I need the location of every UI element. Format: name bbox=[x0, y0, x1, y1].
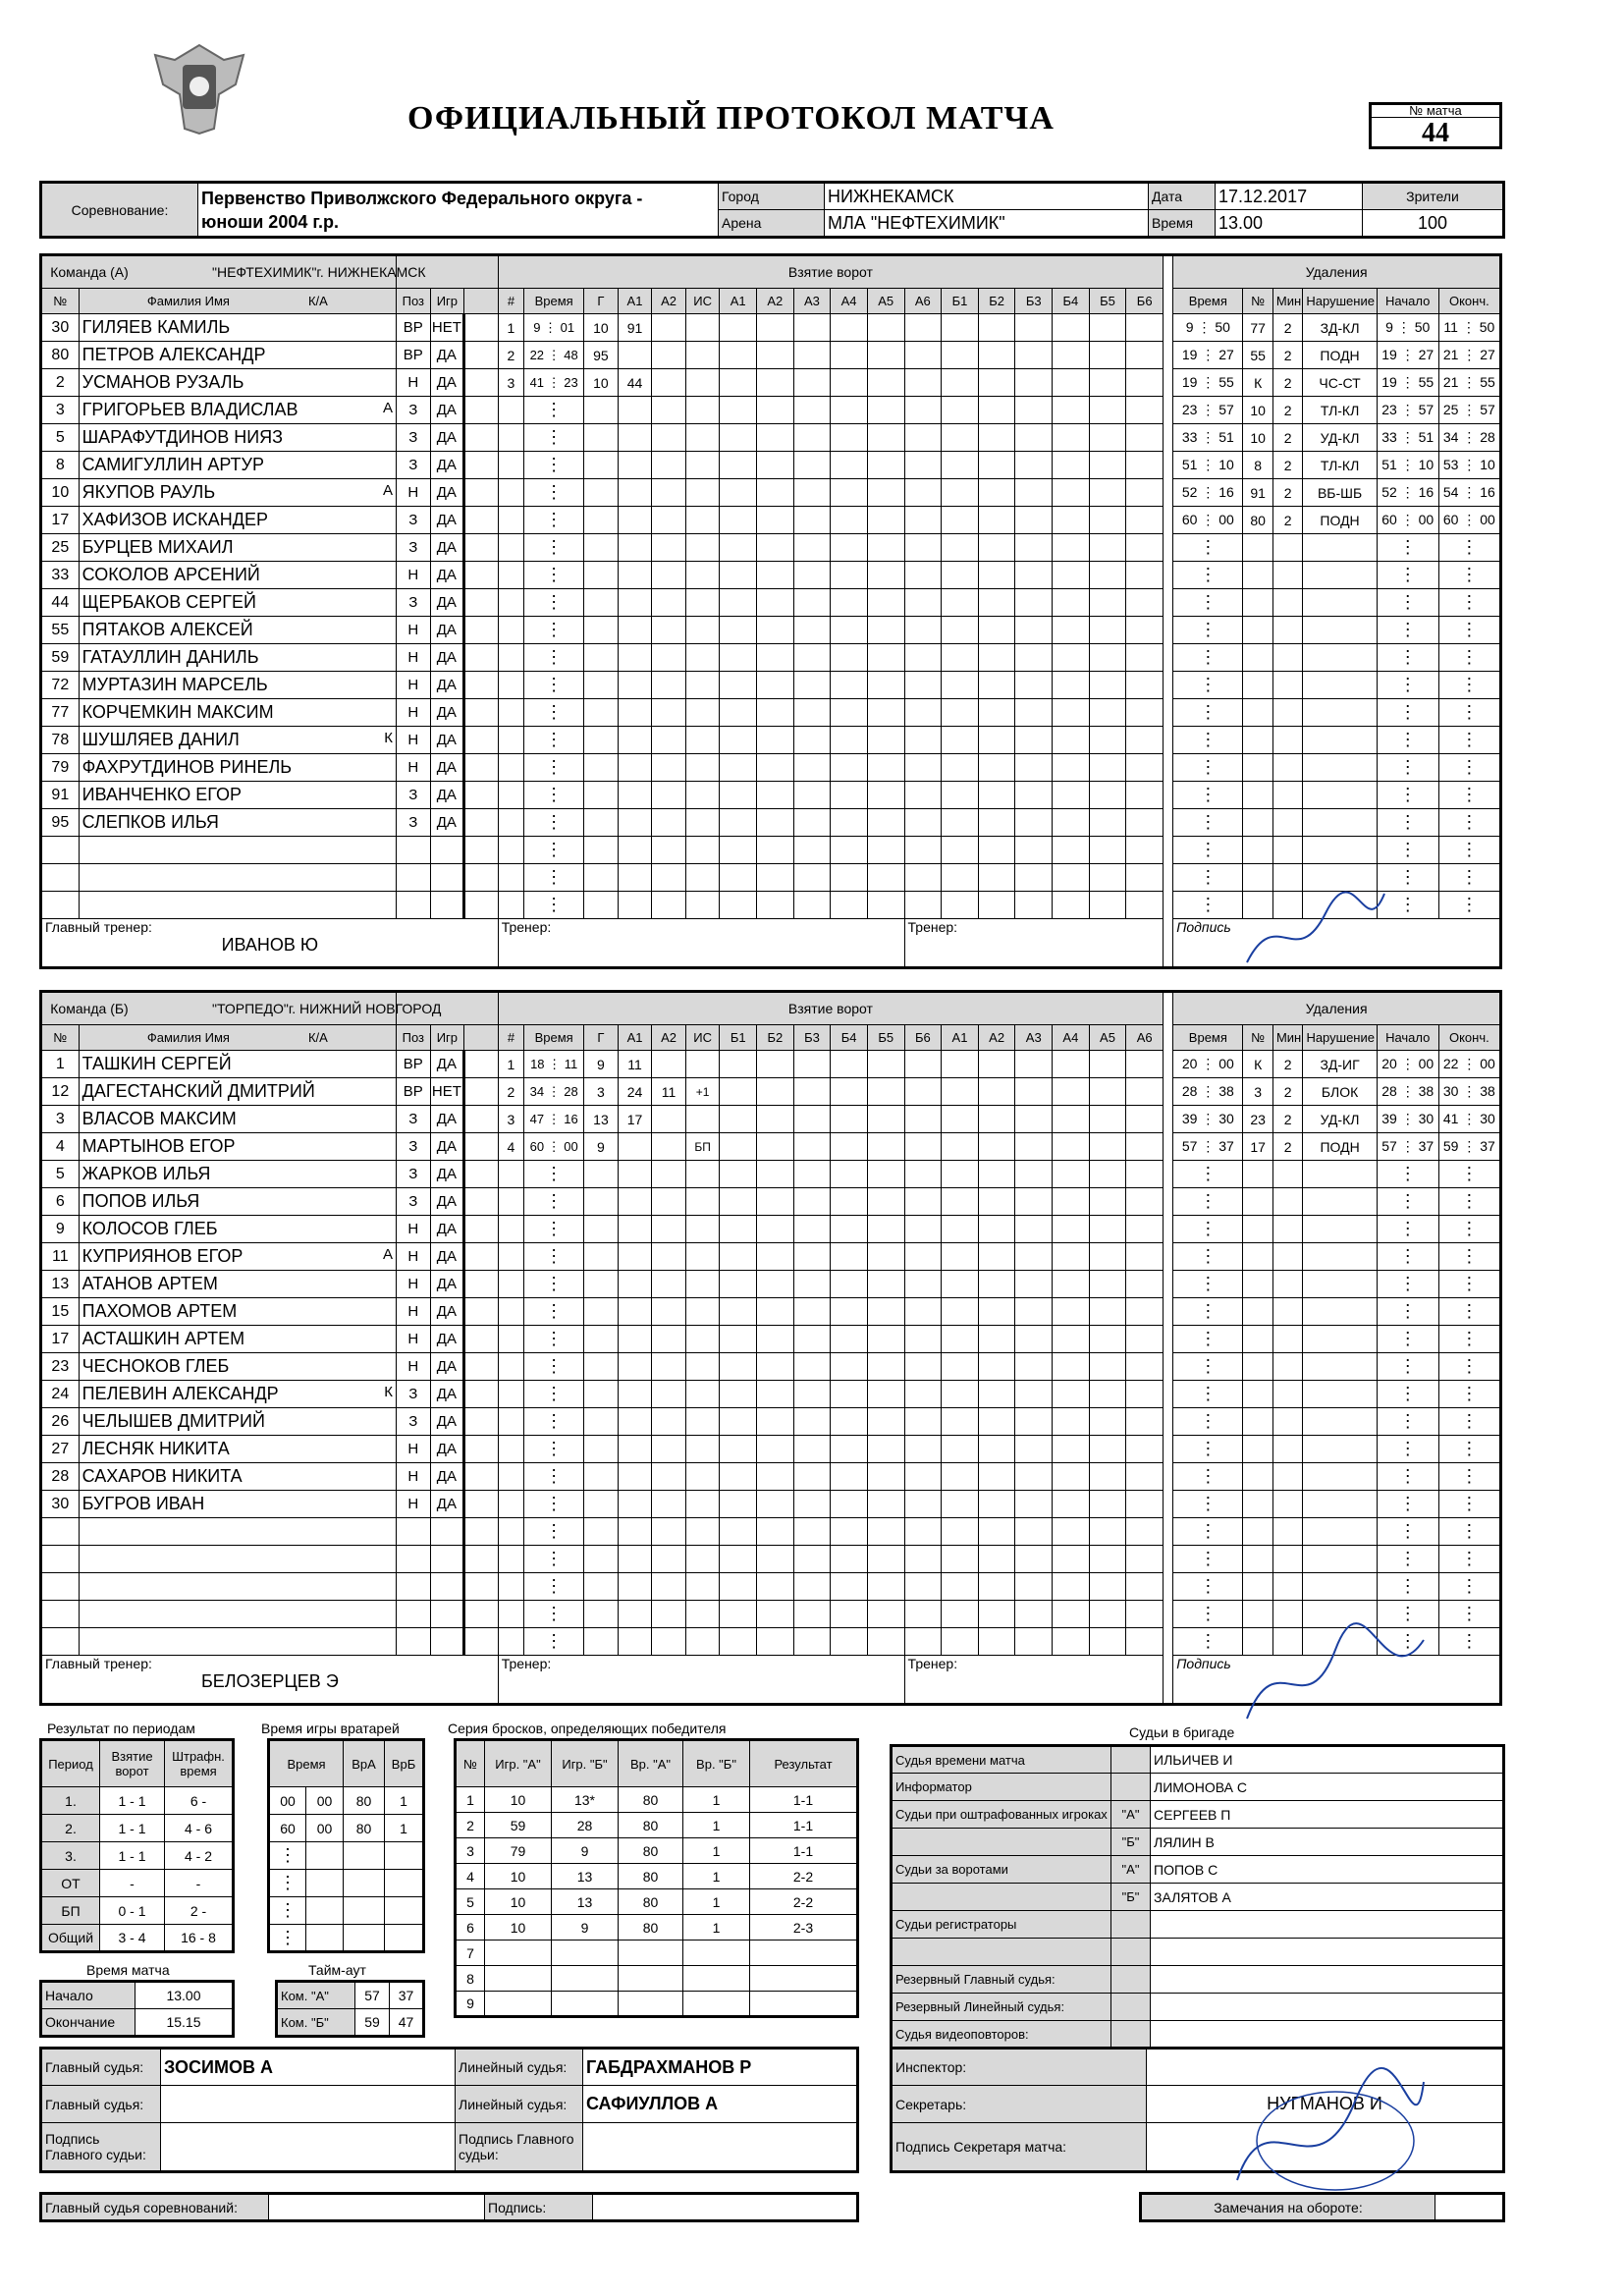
teamB-coach: БЕЛОЗЕРЦЕВ Э bbox=[200, 1671, 339, 1691]
teamB-row: ⋮ ⋮ ⋮ ⋮ bbox=[41, 1601, 1501, 1628]
teamB-row: 30 БУГРОВ ИВАН Н ДА ⋮ ⋮ ⋮ ⋮ bbox=[41, 1491, 1501, 1518]
periods-title: Результат по периодам bbox=[47, 1721, 195, 1736]
page-title: ОФИЦИАЛЬНЫЙ ПРОТОКОЛ МАТЧА bbox=[407, 100, 1055, 137]
signature bbox=[1218, 2062, 1434, 2200]
teamA-row: 33 СОКОЛОВ АРСЕНИЙ Н ДА ⋮ ⋮ ⋮ ⋮ bbox=[41, 562, 1501, 589]
spectators-label: Зрители bbox=[1363, 183, 1504, 210]
teamA-row: 78 ШУШЛЯЕВ ДАНИЛ К Н ДА ⋮ ⋮ ⋮ ⋮ bbox=[41, 727, 1501, 754]
teamB-label: Команда (Б) bbox=[50, 1001, 129, 1016]
teamB-pens-title: Удаления bbox=[1173, 992, 1501, 1025]
arena-label: Арена bbox=[719, 210, 825, 238]
teamB-row: 12 ДАГЕСТАНСКИЙ ДМИТРИЙ ВР НЕТ 2 34 ⋮ 28 3 24 11 +1 28 ⋮ 38 3 2 БЛОК 28 ⋮ 38 30 ⋮ 38 bbox=[41, 1078, 1501, 1106]
match-number-box bbox=[1369, 102, 1502, 149]
teamA-row: 44 ЩЕРБАКОВ СЕРГЕЙ З ДА ⋮ ⋮ ⋮ ⋮ bbox=[41, 589, 1501, 617]
competition: Первенство Приволжского Федерального округа - юноши 2004 г.р. bbox=[198, 183, 719, 238]
teamA-sign-label: Подпись bbox=[1173, 919, 1501, 968]
notes-table: Замечания на обороте: bbox=[1139, 2192, 1505, 2222]
secretary-table: Инспектор: Секретарь: НУГМАНОВ И Подпись Секретаря матча: bbox=[890, 2047, 1505, 2173]
teamB-row: 1 ТАШКИН СЕРГЕЙ ВР ДА 1 18 ⋮ 11 9 11 20 ⋮ 00 К 2 ЗД-ИГ 20 ⋮ 00 22 ⋮ 00 bbox=[41, 1051, 1501, 1078]
teamA-row: 80 ПЕТРОВ АЛЕКСАНДР ВР ДА 2 22 ⋮ 48 95 19 ⋮ 27 55 2 ПОДН 19 ⋮ 27 21 ⋮ 27 bbox=[41, 342, 1501, 369]
timeout-table: Ком. "А" 57 37 Ком. "Б" 59 47 bbox=[275, 1980, 425, 2038]
teamA-row: 77 КОРЧЕМКИН МАКСИМ Н ДА ⋮ ⋮ ⋮ ⋮ bbox=[41, 699, 1501, 727]
teamB-name: "ТОРПЕДО"г. НИЖНИЙ НОВГОРОД bbox=[212, 1001, 442, 1016]
teamA-row: 91 ИВАНЧЕНКО ЕГОР З ДА ⋮ ⋮ ⋮ ⋮ bbox=[41, 782, 1501, 809]
teamB-row: 4 МАРТЫНОВ ЕГОР З ДА 4 60 ⋮ 00 9 БП 57 ⋮ 37 17 2 ПОДН 57 ⋮ 37 59 ⋮ 37 bbox=[41, 1133, 1501, 1161]
teamB-row: 23 ЧЕСНОКОВ ГЛЕБ Н ДА ⋮ ⋮ ⋮ ⋮ bbox=[41, 1353, 1501, 1381]
gk-title: Время игры вратарей bbox=[261, 1721, 400, 1736]
teamA-row: 2 УСМАНОВ РУЗАЛЬ Н ДА 3 41 ⋮ 23 10 44 19 ⋮ 55 К 2 ЧС-СТ 19 ⋮ 55 21 ⋮ 55 bbox=[41, 369, 1501, 397]
timeout-title: Тайм-аут bbox=[308, 1962, 366, 1978]
arena: МЛА "НЕФТЕХИМИК" bbox=[825, 210, 1149, 238]
matchtime-table: Начало 13.00 Окончание 15.15 bbox=[39, 1980, 235, 2038]
teamB-row: 11 КУПРИЯНОВ ЕГОР А Н ДА ⋮ ⋮ ⋮ ⋮ bbox=[41, 1243, 1501, 1271]
officials-table: Судья времени матча ИЛЬИЧЕВ И Информатор ЛИМОНОВА С Судьи при оштрафованных игроках "А" СЕРГЕЕВ П "Б" ЛЯЛИН В Судьи за воротами "А" ПОПОВ С "Б" ЗАЛЯТОВ А Судьи регистраторы Резервный Главный судья: Резервный Линейный судья: Судья видеоповторов: bbox=[890, 1744, 1505, 2050]
teamB-row: 3 ВЛАСОВ МАКСИМ З ДА 3 47 ⋮ 16 13 17 39 ⋮ 30 23 2 УД-КЛ 39 ⋮ 30 41 ⋮ 30 bbox=[41, 1106, 1501, 1133]
teamA-row: 25 БУРЦЕВ МИХАИЛ З ДА ⋮ ⋮ ⋮ ⋮ bbox=[41, 534, 1501, 562]
teamA-row: 30 ГИЛЯЕВ КАМИЛЬ ВР НЕТ 1 9 ⋮ 01 10 91 9 ⋮ 50 77 2 ЗД-КЛ 9 ⋮ 50 11 ⋮ 50 bbox=[41, 314, 1501, 342]
teamB-table: Команда (Б) "ТОРПЕДО"г. НИЖНИЙ НОВГОРОД Взятие ворот Удаления № Фамилия Имя К/А Поз Игр # Время Г А1 А2 ИС Б1 Б2 Б3 Б4 Б5 Б6 А1 А2 А3 А4 А5 А6 Время № Мин Нарушение Начало Оконч. 1 ТАШКИН СЕРГЕЙ ВР ДА 1 18 ⋮ 11 9 11 20 ⋮ 00 К 2 ЗД-ИГ 20 ⋮ 00 22 ⋮ 00 12 ДАГЕСТАНСКИЙ ДМИТРИЙ ВР НЕТ 2 34 ⋮ 28 3 24 11 +1 28 ⋮ 38 3 2 БЛОК 28 ⋮ 38 30 ⋮ 38 3 ВЛАСОВ МАКСИМ З ДА 3 47 ⋮ 16 13 17 39 ⋮ 30 23 2 УД-КЛ 39 ⋮ 30 41 ⋮ 30 4 МАРТЫНОВ ЕГОР З ДА 4 60 ⋮ 00 9 БП 57 ⋮ 37 17 2 ПОДН 57 ⋮ 37 59 ⋮ 37 5 ЖАРКОВ ИЛЬЯ З ДА ⋮ ⋮ ⋮ ⋮ 6 ПОПОВ ИЛЬЯ З ДА ⋮ ⋮ ⋮ ⋮ 9 КОЛОСОВ ГЛЕБ Н ДА ⋮ ⋮ ⋮ ⋮ 11 КУПРИЯНОВ ЕГОР А Н ДА ⋮ ⋮ ⋮ ⋮ 13 АТАНОВ АРТЕМ Н ДА ⋮ ⋮ ⋮ ⋮ 15 ПАХОМОВ АРТЕМ Н ДА ⋮ ⋮ ⋮ ⋮ 17 АСТАШКИН АРТЕМ Н ДА ⋮ ⋮ ⋮ ⋮ 23 ЧЕСНОКОВ ГЛЕБ Н ДА ⋮ ⋮ ⋮ ⋮ 24 ПЕЛЕВИН АЛЕКСАНДР К З ДА ⋮ ⋮ ⋮ ⋮ 26 ЧЕЛЫШЕВ ДМИТРИЙ З ДА ⋮ ⋮ ⋮ ⋮ 27 ЛЕСНЯК НИКИТА Н ДА ⋮ ⋮ ⋮ ⋮ 28 САХАРОВ НИКИТА Н ДА ⋮ ⋮ ⋮ ⋮ 30 БУГРОВ ИВАН Н ДА ⋮ ⋮ ⋮ ⋮ ⋮ ⋮ ⋮ ⋮ ⋮ ⋮ ⋮ ⋮ ⋮ ⋮ ⋮ ⋮ ⋮ ⋮ ⋮ ⋮ ⋮ ⋮ ⋮ ⋮ Главный тренер: БЕЛОЗЕРЦЕВ Э Тренер: Тренер: Подпись bbox=[39, 990, 1502, 1706]
gk-table: Время ВрА ВрБ 00 00 80 1 60 00 80 1 ⋮ ⋮ ⋮ ⋮ bbox=[267, 1738, 425, 1953]
match-number: 44 bbox=[1422, 118, 1449, 148]
shootout-title: Серия бросков, определяющих победителя bbox=[448, 1721, 727, 1736]
officials-title: Судьи в бригаде bbox=[1129, 1724, 1235, 1740]
teamA-row: 5 ШАРАФУТДИНОВ НИЯЗ З ДА ⋮ 33 ⋮ 51 10 2 УД-КЛ 33 ⋮ 51 34 ⋮ 28 bbox=[41, 424, 1501, 452]
teamA-row: ⋮ ⋮ ⋮ ⋮ bbox=[41, 864, 1501, 892]
competition-label: Соревнование: bbox=[41, 183, 198, 238]
matchtime-title: Время матча bbox=[86, 1962, 170, 1978]
spectators: 100 bbox=[1363, 210, 1504, 238]
teamA-label: Команда (А) bbox=[50, 264, 129, 280]
teamA-coach-label: Главный тренер: bbox=[45, 919, 152, 935]
match-number-label: № матча bbox=[1372, 105, 1499, 118]
teamB-row: 5 ЖАРКОВ ИЛЬЯ З ДА ⋮ ⋮ ⋮ ⋮ bbox=[41, 1161, 1501, 1188]
info-table bbox=[39, 181, 1505, 239]
teamB-row: ⋮ ⋮ ⋮ ⋮ bbox=[41, 1546, 1501, 1573]
teamA-row: 8 САМИГУЛЛИН АРТУР З ДА ⋮ 51 ⋮ 10 8 2 ТЛ-КЛ 51 ⋮ 10 53 ⋮ 10 bbox=[41, 452, 1501, 479]
teamA-row: 95 СЛЕПКОВ ИЛЬЯ З ДА ⋮ ⋮ ⋮ ⋮ bbox=[41, 809, 1501, 837]
time: 13.00 bbox=[1216, 210, 1363, 238]
date-label: Дата bbox=[1149, 183, 1216, 210]
teamA-name: "НЕФТЕХИМИК"г. НИЖНЕКАМСК bbox=[212, 264, 426, 280]
teamA-row: 3 ГРИГОРЬЕВ ВЛАДИСЛАВ А З ДА ⋮ 23 ⋮ 57 10 2 ТЛ-КЛ 23 ⋮ 57 25 ⋮ 57 bbox=[41, 397, 1501, 424]
teamB-row: 26 ЧЕЛЫШЕВ ДМИТРИЙ З ДА ⋮ ⋮ ⋮ ⋮ bbox=[41, 1408, 1501, 1436]
periods-table: Период Взятие ворот Штрафн. время 1. 1 - 1 6 - 2. 1 - 1 4 - 6 3. 1 - 1 4 - 2 ОТ - - БП 0 - 1 2 - Общий 3 - 4 16 - 8 bbox=[39, 1738, 235, 1953]
signature bbox=[1237, 884, 1394, 982]
teamB-row: 9 КОЛОСОВ ГЛЕБ Н ДА ⋮ ⋮ ⋮ ⋮ bbox=[41, 1216, 1501, 1243]
teamB-sign-label: Подпись bbox=[1173, 1656, 1501, 1705]
teamA-table: Команда (А) "НЕФТЕХИМИК"г. НИЖНЕКАМСК Взятие ворот Удаления № Фамилия Имя К/А Поз Игр # Время Г А1 А2 ИС А1 А2 А3 А4 А5 А6 Б1 Б2 Б3 Б4 Б5 Б6 Время № Мин Нарушение Начало Оконч. 30 ГИЛЯЕВ КАМИЛЬ ВР НЕТ 1 9 ⋮ 01 10 91 9 ⋮ 50 77 2 ЗД-КЛ 9 ⋮ 50 11 ⋮ 50 80 ПЕТРОВ АЛЕКСАНДР ВР ДА 2 22 ⋮ 48 95 19 ⋮ 27 55 2 ПОДН 19 ⋮ 27 21 ⋮ 27 2 УСМАНОВ РУЗАЛЬ Н ДА 3 41 ⋮ 23 10 44 19 ⋮ 55 К 2 ЧС-СТ 19 ⋮ 55 21 ⋮ 55 3 ГРИГОРЬЕВ ВЛАДИСЛАВ А З ДА ⋮ 23 ⋮ 57 10 2 ТЛ-КЛ 23 ⋮ 57 25 ⋮ 57 5 ШАРАФУТДИНОВ НИЯЗ З ДА ⋮ 33 ⋮ 51 10 2 УД-КЛ 33 ⋮ 51 34 ⋮ 28 8 САМИГУЛЛИН АРТУР З ДА ⋮ 51 ⋮ 10 8 2 ТЛ-КЛ 51 ⋮ 10 53 ⋮ 10 10 ЯКУПОВ РАУЛЬ А Н ДА ⋮ 52 ⋮ 16 91 2 ВБ-ШБ 52 ⋮ 16 54 ⋮ 16 17 ХАФИЗОВ ИСКАНДЕР З ДА ⋮ 60 ⋮ 00 80 2 ПОДН 60 ⋮ 00 60 ⋮ 00 25 БУРЦЕВ МИХАИЛ З ДА ⋮ ⋮ ⋮ ⋮ 33 СОКОЛОВ АРСЕНИЙ Н ДА ⋮ ⋮ ⋮ ⋮ 44 ЩЕРБАКОВ СЕРГЕЙ З ДА ⋮ ⋮ ⋮ ⋮ 55 ПЯТАКОВ АЛЕКСЕЙ Н ДА ⋮ ⋮ ⋮ ⋮ 59 ГАТАУЛЛИН ДАНИЛЬ Н ДА ⋮ ⋮ ⋮ ⋮ 72 МУРТАЗИН МАРСЕЛЬ Н ДА ⋮ ⋮ ⋮ ⋮ 77 КОРЧЕМКИН МАКСИМ Н ДА ⋮ ⋮ ⋮ ⋮ 78 ШУШЛЯЕВ ДАНИЛ К Н ДА ⋮ ⋮ ⋮ ⋮ 79 ФАХРУТДИНОВ РИНЕЛЬ Н ДА ⋮ ⋮ ⋮ ⋮ 91 ИВАНЧЕНКО ЕГОР З ДА ⋮ ⋮ ⋮ ⋮ 95 СЛЕПКОВ ИЛЬЯ З ДА ⋮ ⋮ ⋮ ⋮ ⋮ ⋮ ⋮ ⋮ ⋮ ⋮ ⋮ ⋮ ⋮ ⋮ ⋮ ⋮ Главный тренер: ИВАНОВ Ю Тренер: Тренер: Подпись bbox=[39, 253, 1502, 969]
teamA-trainer-label: Тренер: bbox=[498, 919, 904, 968]
teamB-row: ⋮ ⋮ ⋮ ⋮ bbox=[41, 1628, 1501, 1656]
teamA-goals-title: Взятие ворот bbox=[498, 255, 1163, 289]
teamA-row: 17 ХАФИЗОВ ИСКАНДЕР З ДА ⋮ 60 ⋮ 00 80 2 ПОДН 60 ⋮ 00 60 ⋮ 00 bbox=[41, 507, 1501, 534]
teamA-coach: ИВАНОВ Ю bbox=[221, 935, 319, 955]
teamA-row: 79 ФАХРУТДИНОВ РИНЕЛЬ Н ДА ⋮ ⋮ ⋮ ⋮ bbox=[41, 754, 1501, 782]
shootout-table: № Игр. "А" Игр. "Б" Вр. "А" Вр. "Б" Результат 1 10 13* 80 1 1-1 2 59 28 80 1 1-1 3 79 9 80 1 1-1 4 10 13 80 1 2-2 5 10 13 80 1 2-2 6 10 9 80 1 2-3 7 8 9 bbox=[454, 1738, 859, 2018]
city-label: Город bbox=[719, 183, 825, 210]
signature bbox=[1237, 1620, 1434, 1738]
teamA-row: 10 ЯКУПОВ РАУЛЬ А Н ДА ⋮ 52 ⋮ 16 91 2 ВБ-ШБ 52 ⋮ 16 54 ⋮ 16 bbox=[41, 479, 1501, 507]
teamB-row: ⋮ ⋮ ⋮ ⋮ bbox=[41, 1573, 1501, 1601]
teamA-row: 59 ГАТАУЛЛИН ДАНИЛЬ Н ДА ⋮ ⋮ ⋮ ⋮ bbox=[41, 644, 1501, 672]
comp-ref-table: Главный судья соревнований: Подпись: bbox=[39, 2192, 859, 2222]
teamB-row: 15 ПАХОМОВ АРТЕМ Н ДА ⋮ ⋮ ⋮ ⋮ bbox=[41, 1298, 1501, 1326]
teamA-row: ⋮ ⋮ ⋮ ⋮ bbox=[41, 892, 1501, 919]
date: 17.12.2017 bbox=[1216, 183, 1363, 210]
teamB-row: 6 ПОПОВ ИЛЬЯ З ДА ⋮ ⋮ ⋮ ⋮ bbox=[41, 1188, 1501, 1216]
teamB-goals-title: Взятие ворот bbox=[498, 992, 1163, 1025]
teamB-row: 17 АСТАШКИН АРТЕМ Н ДА ⋮ ⋮ ⋮ ⋮ bbox=[41, 1326, 1501, 1353]
teamA-row: ⋮ ⋮ ⋮ ⋮ bbox=[41, 837, 1501, 864]
logo bbox=[145, 35, 253, 143]
teamB-row: ⋮ ⋮ ⋮ ⋮ bbox=[41, 1518, 1501, 1546]
teamB-row: 13 АТАНОВ АРТЕМ Н ДА ⋮ ⋮ ⋮ ⋮ bbox=[41, 1271, 1501, 1298]
teamB-row: 27 ЛЕСНЯК НИКИТА Н ДА ⋮ ⋮ ⋮ ⋮ bbox=[41, 1436, 1501, 1463]
teamA-row: 55 ПЯТАКОВ АЛЕКСЕЙ Н ДА ⋮ ⋮ ⋮ ⋮ bbox=[41, 617, 1501, 644]
teamB-trainer-label: Тренер: bbox=[498, 1656, 904, 1705]
teamB-row: 24 ПЕЛЕВИН АЛЕКСАНДР К З ДА ⋮ ⋮ ⋮ ⋮ bbox=[41, 1381, 1501, 1408]
time-label: Время bbox=[1149, 210, 1216, 238]
city: НИЖНЕКАМСК bbox=[825, 183, 1149, 210]
referees-table: Главный судья: ЗОСИМОВ А Линейный судья: ГАБДРАХМАНОВ Р Главный судья: Линейный судья: САФИУЛЛОВ А Подпись Главного судьи: Подпись Главного судьи: bbox=[39, 2047, 859, 2173]
teamB-row: 28 САХАРОВ НИКИТА Н ДА ⋮ ⋮ ⋮ ⋮ bbox=[41, 1463, 1501, 1491]
teamA-pens-title: Удаления bbox=[1173, 255, 1501, 289]
teamA-row: 72 МУРТАЗИН МАРСЕЛЬ Н ДА ⋮ ⋮ ⋮ ⋮ bbox=[41, 672, 1501, 699]
teamB-coach-label: Главный тренер: bbox=[45, 1656, 152, 1671]
